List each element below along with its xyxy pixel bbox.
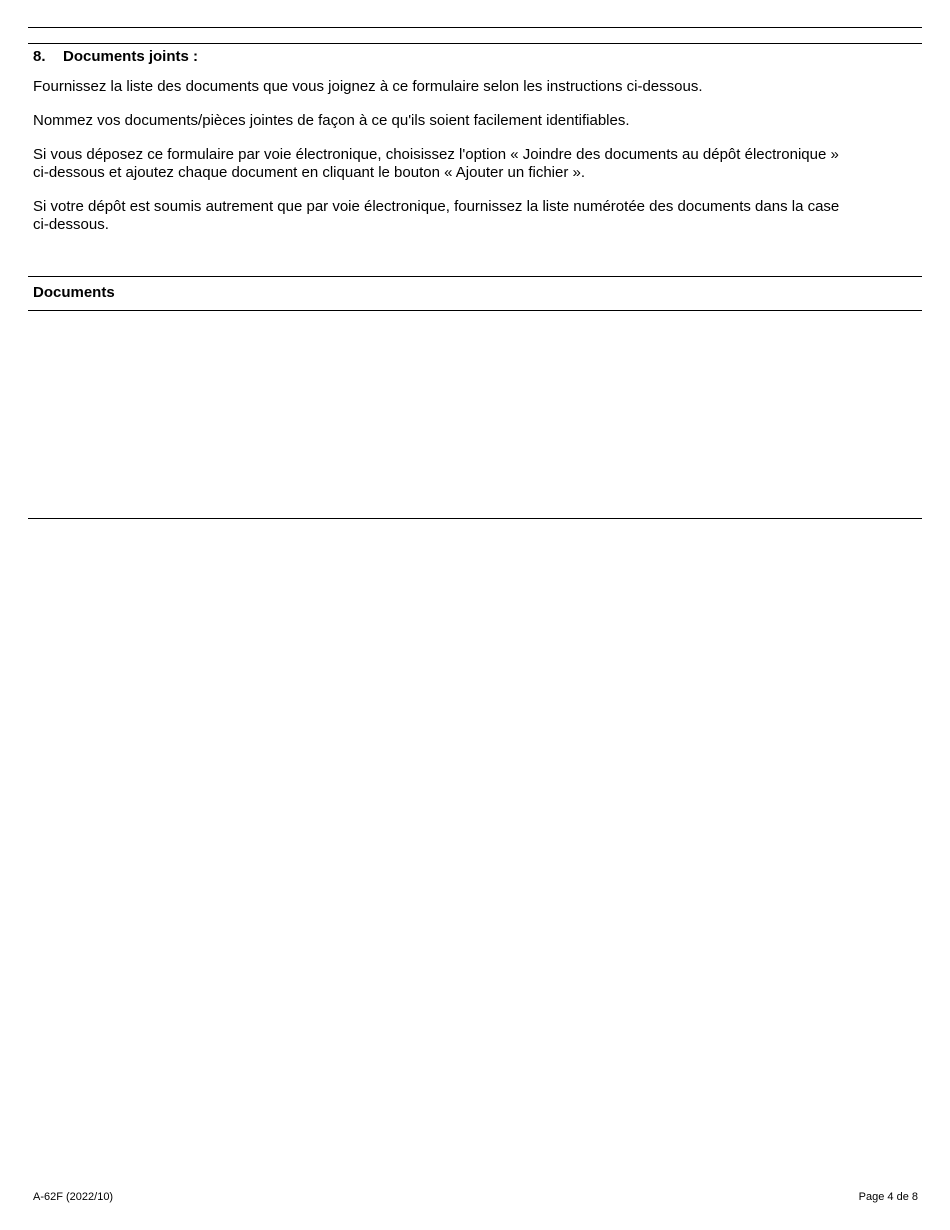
documents-label: Documents bbox=[33, 284, 115, 301]
instruction-paragraph-3-line-2: ci-dessous et ajoutez chaque document en cliquant le bouton « Ajouter un fichier ». bbox=[33, 164, 586, 181]
instruction-paragraph-1: Fournissez la liste des documents que vous joignez à ce formulaire selon les instructions ci-dessous. bbox=[33, 78, 703, 95]
instruction-paragraph-4 bbox=[33, 198, 913, 234]
form-code: A-62F (2022/10) bbox=[33, 1191, 114, 1203]
instruction-paragraph-4-line-2: ci-dessous. bbox=[33, 216, 109, 233]
instruction-paragraph-3-line-1: Si vous déposez ce formulaire par voie électronique, choisissez l'option « Joindre des documents au dépôt électronique » bbox=[33, 146, 839, 163]
section-rule bbox=[28, 43, 922, 44]
documents-field-bottom-rule bbox=[28, 518, 922, 519]
documents-header-top-rule bbox=[28, 276, 922, 277]
instruction-paragraph-3 bbox=[33, 146, 913, 182]
section-title: Documents joints : bbox=[63, 48, 199, 65]
top-rule bbox=[28, 27, 922, 28]
documents-field[interactable] bbox=[28, 311, 922, 517]
instruction-paragraph-4-line-1: Si votre dépôt est soumis autrement que par voie électronique, fournissez la liste numérotée des documents dans la case bbox=[33, 198, 840, 215]
page-number: Page 4 de 8 bbox=[858, 1191, 918, 1203]
instruction-paragraph-2: Nommez vos documents/pièces jointes de façon à ce qu'ils soient facilement identifiables. bbox=[33, 112, 630, 129]
section-heading bbox=[33, 48, 198, 66]
section-number: 8. bbox=[33, 48, 46, 65]
